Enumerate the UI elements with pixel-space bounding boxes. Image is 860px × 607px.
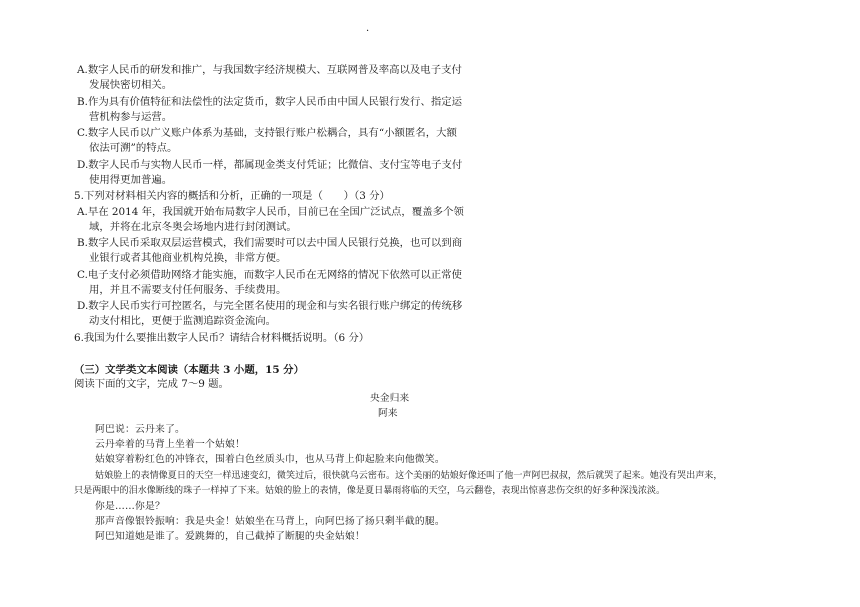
question-6: 6.我国为什么要推出数字人民币？请结合材料概括说明。（6 分）: [74, 332, 370, 344]
page-mark: ·: [366, 26, 370, 37]
q5-option-d-line2: 动支付相比，更便于监测追踪资金流向。: [89, 315, 277, 327]
q5-option-c-line2: 用，并且不需要支付任何服务、手续费用。: [89, 284, 287, 296]
section-3-heading: （三）文学类文本阅读（本题共 3 小题，15 分）: [74, 364, 304, 376]
q4-option-c-line2: 依法可溯”的特点。: [89, 142, 178, 154]
q5-option-a-line2: 域，并将在北京冬奥会场地内进行封闭测试。: [89, 221, 297, 233]
section-3-instruction: 阅读下面的文字，完成 7～9 题。: [74, 378, 229, 390]
story-paragraph: 姑娘穿着粉红色的冲锋衣，围着白色丝质头巾，也从马背上仰起脸来向他微笑。: [95, 454, 445, 465]
q4-option-d-line2: 使用得更加普遍。: [89, 174, 173, 186]
q5-option-b-line2: 业银行或者其他商业机构兑换，非常方便。: [89, 252, 287, 264]
story-paragraph: 那声音像银铃振响：我是央金！姑娘坐在马背上，向阿巴扬了扬只剩半截的腿。: [95, 516, 445, 527]
q5-option-a-line1: A.早在 2014 年，我国就开始布局数字人民币，目前已在全国广泛试点，覆盖多个领: [77, 206, 464, 218]
q4-option-a-line1: A.数字人民币的研发和推广，与我国数字经济规模大、互联网普及率高以及电子支付: [77, 64, 462, 76]
story-paragraph: 阿巴说：云丹来了。: [95, 424, 185, 435]
story-paragraph: 姑娘脸上的表情像夏日的天空一样迅速变幻，微笑过后，很快就乌云密布。这个美丽的姑娘好像还叫了他一声阿巴叔叔，然后就哭了起来。她没有哭出声来，: [95, 471, 723, 481]
story-paragraph: 你是……你是？: [95, 501, 165, 512]
q5-option-b-line1: B.数字人民币采取双层运营模式，我们需要时可以去中国人民银行兑换，也可以到商: [77, 237, 463, 249]
q4-option-c-line1: C.数字人民币以广义账户体系为基础，支持银行账户松耦合，具有“小额匿名，大额: [77, 127, 457, 139]
story-title: 央金归来: [370, 393, 410, 404]
q5-option-c-line1: C.电子支付必须借助网络才能实施，而数字人民币在无网络的情况下依然可以正常使: [77, 269, 462, 281]
story-paragraph-continued: 只是两眼中的泪水像断线的珠子一样掉了下来。姑娘的脸上的表情，像是夏日暴雨将临的天空，乌云翻卷，表现出惊喜悲伤交织的好多种深浅浓淡。: [74, 486, 666, 496]
story-author: 阿来: [378, 408, 398, 419]
q4-option-a-line2: 发展快密切相关。: [89, 79, 173, 91]
q5-option-d-line1: D.数字人民币实行可控匿名，与完全匿名使用的现金和与实名银行账户绑定的传统移: [77, 300, 463, 312]
story-paragraph: 阿巴知道她是谁了。爱跳舞的，自己截掉了断腿的央金姑娘！: [95, 531, 365, 542]
q4-option-d-line1: D.数字人民币与实物人民币一样，都属现金类支付凭证；比微信、支付宝等电子支付: [77, 159, 463, 171]
q4-option-b-line1: B.作为具有价值特征和法偿性的法定货币，数字人民币由中国人民银行发行、指定运: [77, 96, 463, 108]
q4-option-b-line2: 营机构参与运营。: [89, 111, 173, 123]
q5-stem: 5.下列对材料相关内容的概括和分析，正确的一项是（ ）（3 分）: [74, 190, 390, 202]
story-paragraph: 云丹牵着的马背上坐着一个姑娘！: [95, 439, 245, 450]
